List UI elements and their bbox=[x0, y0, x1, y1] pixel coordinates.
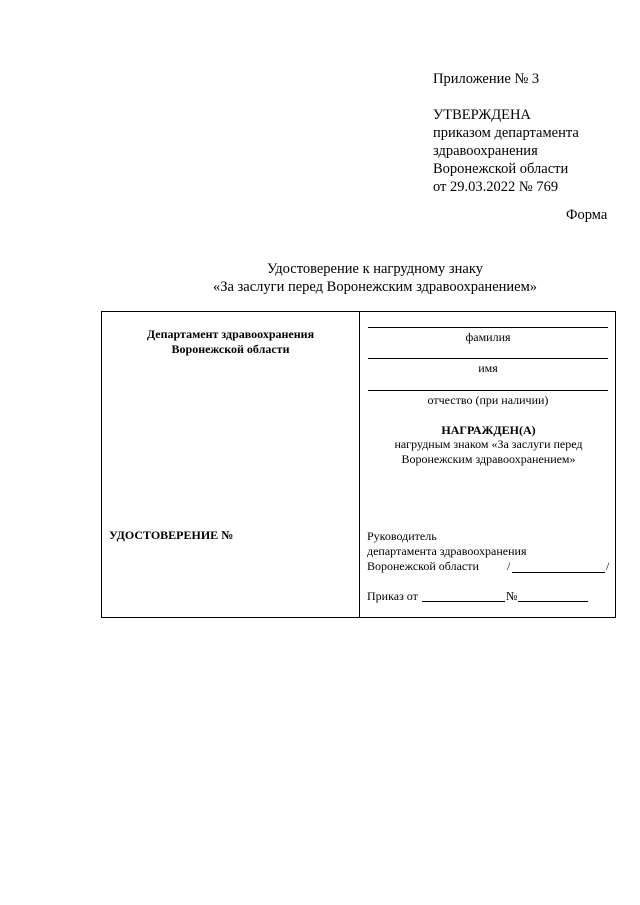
document-title-line-2: «За заслуги перед Воронежским здравоохранением» bbox=[212, 279, 538, 295]
department-name-line-2: Воронежской области bbox=[171, 342, 290, 356]
patronymic-line bbox=[368, 390, 608, 391]
order-date-line bbox=[422, 601, 505, 602]
name-label: имя bbox=[478, 361, 498, 375]
certificate-form bbox=[101, 311, 616, 618]
awarded-heading: НАГРАЖДЕН(А) bbox=[441, 423, 536, 437]
order-date-label: Приказ от bbox=[367, 589, 418, 603]
signature-slash-left: / bbox=[507, 559, 511, 573]
head-title-line-1: Руководитель bbox=[367, 529, 437, 543]
head-title-line-2: департамента здравоохранения bbox=[367, 544, 527, 558]
order-number-label: № bbox=[506, 589, 518, 603]
name-line bbox=[368, 358, 608, 359]
order-line-3: Воронежской области bbox=[433, 161, 569, 177]
order-line-4: от 29.03.2022 № 769 bbox=[433, 179, 559, 195]
award-description-line-2: Воронежским здравоохранением» bbox=[401, 452, 576, 466]
approved-heading: УТВЕРЖДЕНА bbox=[433, 107, 531, 123]
signature-slash-right: / bbox=[606, 559, 610, 573]
form-label: Форма bbox=[566, 207, 608, 223]
patronymic-label: отчество (при наличии) bbox=[427, 393, 549, 407]
signature-line bbox=[512, 572, 605, 573]
surname-line bbox=[368, 327, 608, 328]
order-number-line bbox=[518, 601, 588, 602]
department-name-line-1: Департамент здравоохранения bbox=[146, 327, 315, 341]
surname-label: фамилия bbox=[465, 330, 511, 344]
document-title-line-1: Удостоверение к нагрудному знаку bbox=[267, 261, 483, 277]
order-line-1: приказом департамента bbox=[433, 125, 579, 141]
approval-block bbox=[433, 70, 579, 196]
award-description-line-1: нагрудным знаком «За заслуги перед bbox=[394, 437, 583, 451]
appendix-number: Приложение № 3 bbox=[433, 71, 540, 87]
certificate-number-label: УДОСТОВЕРЕНИЕ № bbox=[109, 528, 234, 542]
head-title-line-3: Воронежской области bbox=[367, 559, 479, 573]
order-line-2: здравоохранения bbox=[433, 143, 538, 159]
